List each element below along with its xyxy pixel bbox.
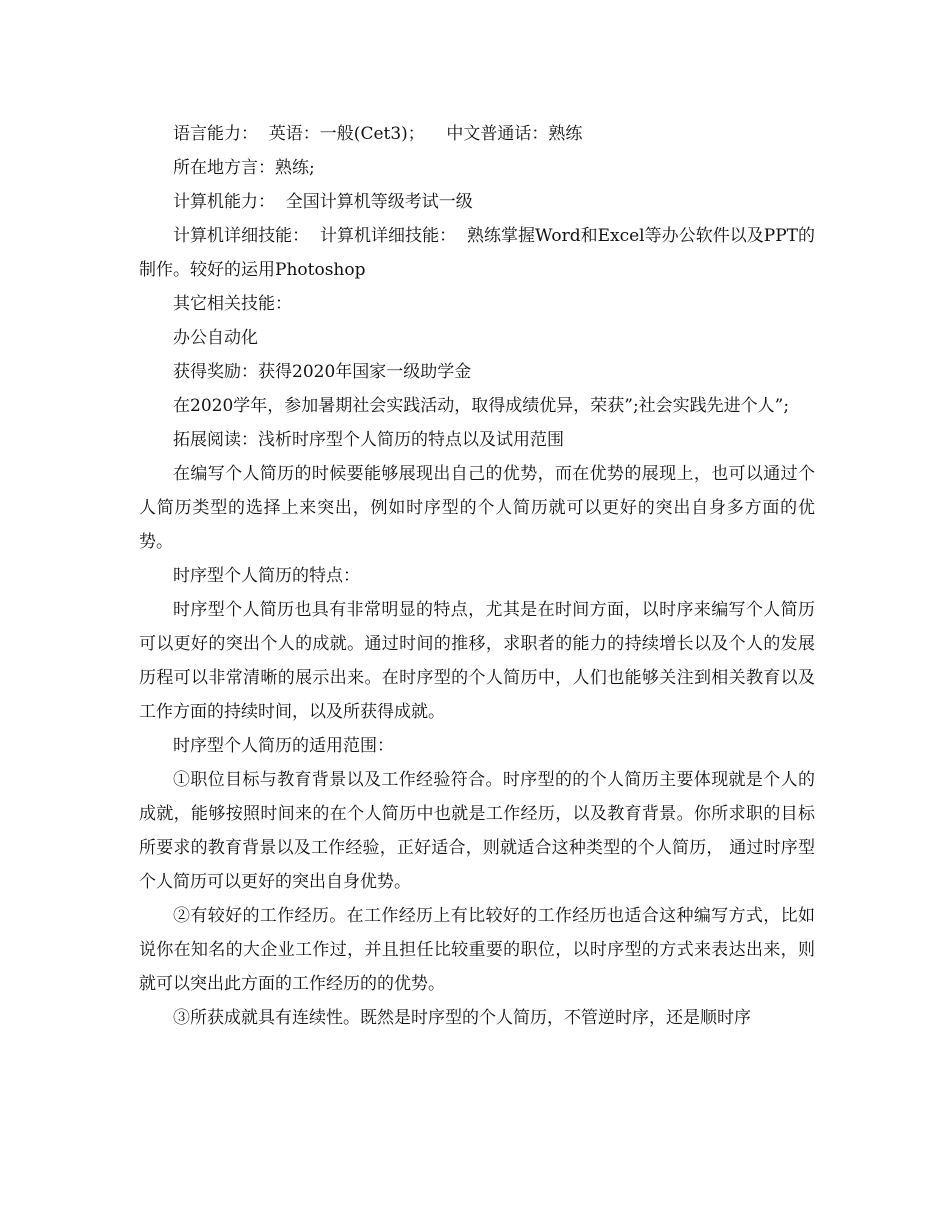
paragraph-awards: 获得奖励：获得2020年国家一级助学金 [173,362,472,382]
paragraph-social-practice: 在2020学年，参加暑期社会实践活动，取得成绩优异，荣获”;社会实践先进个人”; [173,396,790,416]
paragraph-dialect: 所在地方言：熟练; [173,158,315,178]
paragraph-other-skills-heading: 其它相关技能： [173,294,292,314]
paragraph-extended-reading: 拓展阅读：浅析时序型个人简历的特点以及试用范围 [173,430,564,450]
paragraph-scope-item-2: ②有较好的工作经历。在工作经历上有比较好的工作经历也适合这种编写方式，比如说你在知名的大企业工作过，并且担任比较重要的职位，以时序型的方式来表达出来，则就可以突出此方面的工作经历的的优势。 [139,906,815,994]
paragraph-scope-item-1: ①职位目标与教育背景以及工作经验符合。时序型的的个人简历主要体现就是个人的成就，能够按照时间来的在个人简历中也就是工作经历，以及教育背景。你所求职的目标所要求的教育背景以及工作经验，正好适合，则就适合这种类型的个人简历， 通过时序型个人简历可以更好的突出自身优势。 [139,770,815,892]
paragraph-language-ability: 语言能力： 英语：一般(Cet3)； 中文普通话：熟练 [173,124,583,144]
paragraph-office-automation: 办公自动化 [173,328,258,348]
document-body [139,117,815,1035]
paragraph-scope-item-3: ③所获成就具有连续性。既然是时序型的个人简历，不管逆时序，还是顺时序 [173,1008,751,1028]
paragraph-scope-heading: 时序型个人简历的适用范围： [173,736,394,756]
paragraph-computer-skills: 计算机详细技能： 计算机详细技能： 熟练掌握Word和Excel等办公软件以及PPT的制作。较好的运用Photoshop [139,226,815,280]
paragraph-computer-ability: 计算机能力： 全国计算机等级考试一级 [173,192,473,212]
paragraph-features-body: 时序型个人简历也具有非常明显的特点，尤其是在时间方面，以时序来编写个人简历可以更好的突出个人的成就。通过时间的推移，求职者的能力的持续增长以及个人的发展历程可以非常清晰的展示出来。在时序型的个人简历中，人们也能够关注到相关教育以及工作方面的持续时间，以及所获得成就。 [139,600,815,722]
paragraph-intro: 在编写个人简历的时候要能够展现出自己的优势，而在优势的展现上，也可以通过个人简历类型的选择上来突出，例如时序型的个人简历就可以更好的突出自身多方面的优势。 [139,464,815,552]
paragraph-features-heading: 时序型个人简历的特点： [173,566,360,586]
